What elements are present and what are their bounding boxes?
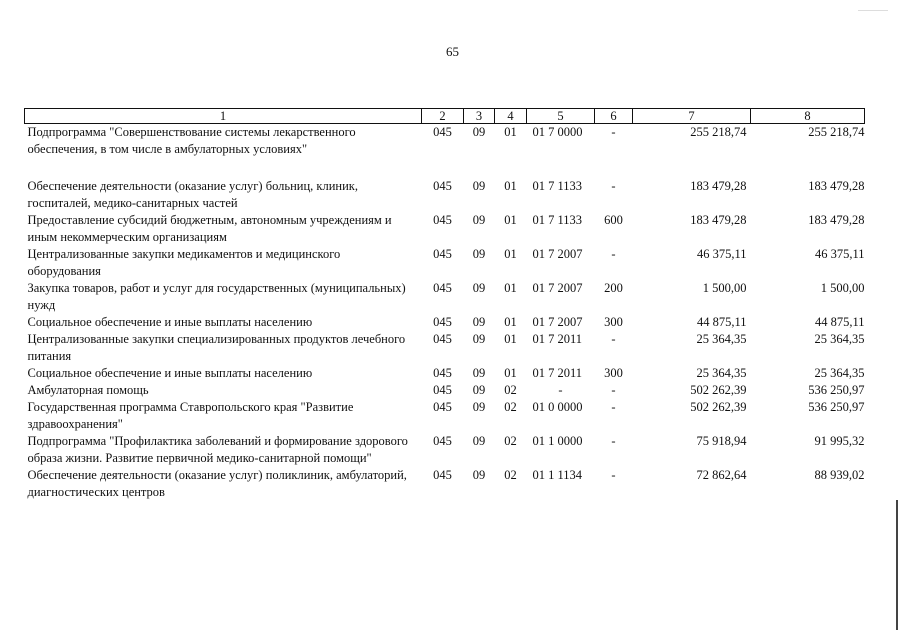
table-header bbox=[25, 109, 865, 124]
row-section: 09 bbox=[472, 383, 486, 397]
row-expense-type: - bbox=[611, 332, 616, 346]
row-name: Социальное обеспечение и иные выплаты населению bbox=[27, 315, 313, 329]
row-ministry-code: 045 bbox=[433, 366, 452, 380]
table-row bbox=[25, 399, 865, 433]
table-row bbox=[25, 331, 865, 365]
row-name: Закупка товаров, работ и услуг для государственных (муниципальных) нужд bbox=[27, 281, 406, 312]
row-ministry-code: 045 bbox=[433, 213, 452, 227]
row-target-code: 01 7 2011 bbox=[532, 332, 583, 346]
row-amount-2: 183 479,28 bbox=[808, 213, 865, 227]
table-row bbox=[25, 433, 865, 467]
row-ministry-code: 045 bbox=[433, 125, 452, 139]
row-name: Централизованные закупки медикаментов и медицинского оборудования bbox=[27, 247, 341, 278]
row-expense-type: - bbox=[611, 383, 616, 397]
row-ministry-code: 045 bbox=[433, 179, 452, 193]
table-row bbox=[25, 124, 865, 159]
table-row bbox=[25, 246, 865, 280]
header-col-7: 7 bbox=[633, 109, 751, 124]
row-amount-1: 46 375,11 bbox=[696, 247, 747, 261]
row-amount-2: 536 250,97 bbox=[808, 400, 865, 414]
row-amount-1: 25 364,35 bbox=[696, 366, 747, 380]
row-target-code: - bbox=[558, 383, 563, 397]
row-amount-1: 44 875,11 bbox=[696, 315, 747, 329]
row-expense-type: - bbox=[611, 434, 616, 448]
row-name: Государственная программа Ставропольского края "Развитие здравоохранения" bbox=[27, 400, 354, 431]
row-name: Обеспечение деятельности (оказание услуг) поликлиник, амбулаторий, диагностических центров bbox=[27, 468, 407, 499]
budget-table-container bbox=[24, 108, 864, 501]
row-expense-type: 600 bbox=[604, 213, 623, 227]
row-ministry-code: 045 bbox=[433, 332, 452, 346]
table-row bbox=[25, 365, 865, 382]
row-section: 09 bbox=[472, 247, 486, 261]
header-col-1: 1 bbox=[25, 109, 422, 124]
row-section: 09 bbox=[472, 213, 486, 227]
row-amount-2: 46 375,11 bbox=[814, 247, 865, 261]
row-amount-1: 25 364,35 bbox=[696, 332, 747, 346]
row-ministry-code: 045 bbox=[433, 383, 452, 397]
row-expense-type: - bbox=[611, 468, 616, 482]
row-name: Социальное обеспечение и иные выплаты населению bbox=[27, 366, 313, 380]
row-amount-2: 25 364,35 bbox=[814, 366, 865, 380]
row-subsection: 01 bbox=[504, 332, 517, 346]
row-subsection: 01 bbox=[504, 247, 517, 261]
row-target-code: 01 7 0000 bbox=[532, 125, 583, 139]
row-expense-type: - bbox=[611, 400, 616, 414]
row-amount-1: 502 262,39 bbox=[690, 400, 747, 414]
table-row bbox=[25, 467, 865, 501]
row-name: Централизованные закупки специализированных продуктов лечебного питания bbox=[27, 332, 406, 363]
row-target-code: 01 0 0000 bbox=[532, 400, 583, 414]
row-name: Амбулаторная помощь bbox=[27, 383, 149, 397]
row-amount-1: 183 479,28 bbox=[690, 179, 747, 193]
row-ministry-code: 045 bbox=[433, 400, 452, 414]
row-section: 09 bbox=[472, 332, 486, 346]
row-subsection: 01 bbox=[504, 366, 517, 380]
row-amount-2: 1 500,00 bbox=[820, 281, 865, 295]
header-col-4: 4 bbox=[495, 109, 527, 124]
row-subsection: 01 bbox=[504, 281, 517, 295]
row-amount-2: 88 939,02 bbox=[814, 468, 865, 482]
row-amount-2: 91 995,32 bbox=[814, 434, 865, 448]
table-body bbox=[25, 124, 865, 502]
row-amount-2: 536 250,97 bbox=[808, 383, 865, 397]
row-target-code: 01 1 0000 bbox=[532, 434, 583, 448]
row-target-code: 01 7 1133 bbox=[532, 213, 583, 227]
row-amount-2: 25 364,35 bbox=[814, 332, 865, 346]
row-name: Подпрограмма "Профилактика заболеваний и формирование здорового образа жизни. Развитие первичной медико-санитарной помощи" bbox=[27, 434, 408, 465]
header-col-3: 3 bbox=[464, 109, 495, 124]
table-row bbox=[25, 178, 865, 212]
row-subsection: 02 bbox=[504, 383, 517, 397]
row-ministry-code: 045 bbox=[433, 468, 452, 482]
row-amount-1: 255 218,74 bbox=[690, 125, 747, 139]
row-section: 09 bbox=[472, 468, 486, 482]
scan-edge-mark bbox=[896, 500, 898, 630]
row-amount-2: 255 218,74 bbox=[808, 125, 865, 139]
row-section: 09 bbox=[472, 434, 486, 448]
row-amount-1: 1 500,00 bbox=[702, 281, 747, 295]
row-section: 09 bbox=[472, 400, 486, 414]
row-subsection: 01 bbox=[504, 125, 517, 139]
row-name: Подпрограмма "Совершенствование системы лекарственного обеспечения, в том числе в амбулаторных условиях" bbox=[27, 125, 356, 156]
header-col-2: 2 bbox=[422, 109, 464, 124]
row-target-code: 01 7 2007 bbox=[532, 247, 583, 261]
row-target-code: 01 7 2011 bbox=[532, 366, 583, 380]
row-ministry-code: 045 bbox=[433, 247, 452, 261]
row-expense-type: - bbox=[611, 125, 616, 139]
header-col-6: 6 bbox=[595, 109, 633, 124]
row-subsection: 01 bbox=[504, 315, 517, 329]
row-amount-2: 44 875,11 bbox=[814, 315, 865, 329]
row-ministry-code: 045 bbox=[433, 434, 452, 448]
header-row bbox=[25, 109, 865, 124]
table-row bbox=[25, 212, 865, 246]
row-target-code: 01 1 1134 bbox=[532, 468, 583, 482]
row-target-code: 01 7 2007 bbox=[532, 281, 583, 295]
row-subsection: 02 bbox=[504, 434, 517, 448]
header-col-5: 5 bbox=[527, 109, 595, 124]
row-subsection: 02 bbox=[504, 468, 517, 482]
row-name: Предоставление субсидий бюджетным, автономным учреждениям и иным некоммерческим организациям bbox=[27, 213, 392, 244]
table-row bbox=[25, 314, 865, 331]
page-number: 65 bbox=[446, 44, 459, 59]
row-target-code: 01 7 2007 bbox=[532, 315, 583, 329]
row-expense-type: - bbox=[611, 247, 616, 261]
row-amount-1: 75 918,94 bbox=[696, 434, 747, 448]
row-ministry-code: 045 bbox=[433, 315, 452, 329]
row-subsection: 01 bbox=[504, 213, 517, 227]
row-amount-2: 183 479,28 bbox=[808, 179, 865, 193]
row-expense-type: 300 bbox=[604, 366, 623, 380]
row-target-code: 01 7 1133 bbox=[532, 179, 583, 193]
spacer-row bbox=[25, 158, 865, 178]
row-section: 09 bbox=[472, 125, 486, 139]
row-subsection: 01 bbox=[504, 179, 517, 193]
row-section: 09 bbox=[472, 366, 486, 380]
table-row bbox=[25, 280, 865, 314]
row-amount-1: 183 479,28 bbox=[690, 213, 747, 227]
row-amount-1: 72 862,64 bbox=[696, 468, 747, 482]
row-ministry-code: 045 bbox=[433, 281, 452, 295]
row-section: 09 bbox=[472, 315, 486, 329]
scan-artifact bbox=[858, 10, 888, 11]
row-amount-1: 502 262,39 bbox=[690, 383, 747, 397]
row-subsection: 02 bbox=[504, 400, 517, 414]
row-expense-type: 200 bbox=[604, 281, 623, 295]
row-section: 09 bbox=[472, 281, 486, 295]
row-name: Обеспечение деятельности (оказание услуг) больниц, клиник, госпиталей, медико-санитарных частей bbox=[27, 179, 358, 210]
row-section: 09 bbox=[472, 179, 486, 193]
budget-table bbox=[24, 108, 865, 501]
table-row bbox=[25, 382, 865, 399]
row-expense-type: - bbox=[611, 179, 616, 193]
row-expense-type: 300 bbox=[604, 315, 623, 329]
header-col-8: 8 bbox=[751, 109, 865, 124]
